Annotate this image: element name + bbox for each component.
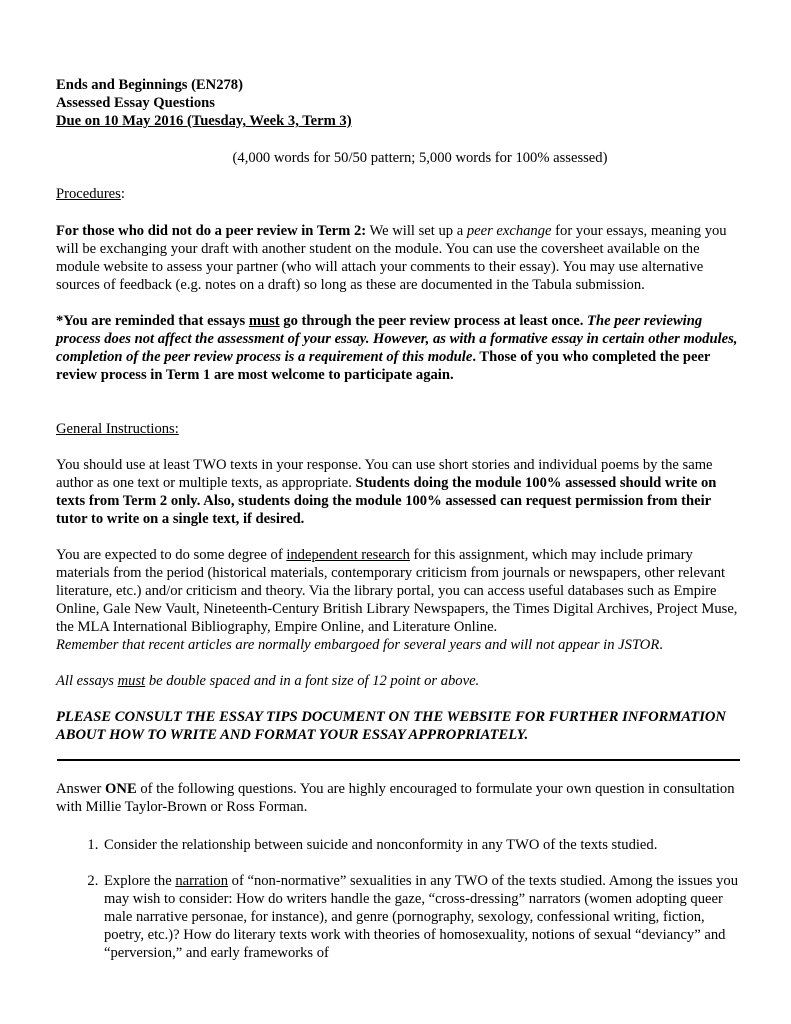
word-count-note: (4,000 words for 50/50 pattern; 5,000 words for 100% assessed)	[232, 150, 608, 166]
reminder-text-3: . Those of you who completed the peer review process in Term 1 are most welcome to participate again.	[56, 349, 711, 383]
module-title: Ends and Beginnings (EN278)	[56, 77, 243, 93]
formatting-text-1: All essays	[56, 673, 118, 689]
answer-instructions	[56, 780, 740, 816]
procedures-heading-colon: :	[120, 186, 125, 202]
answer-text-2: of the following questions. You are highly encouraged to formulate your own question in consultation with Millie Taylor-Brown or Ross Forman.	[56, 781, 735, 815]
question-list	[56, 836, 740, 962]
question-item	[102, 836, 740, 854]
procedures-heading-text: Procedures	[56, 186, 121, 202]
formatting-text-2: be double spaced and in a font size of 12 point or above.	[145, 673, 480, 689]
section-divider	[57, 759, 740, 761]
question-2-text-2: of “non-normative” sexualities in any TWO of the texts studied. Among the issues you may wish to consider: How do writers handle the gaze, “cross-dressing” narrators (women adopting queer male narrative personae, for instance), and genre (pornography, sexology, confessional writing, fiction, poetry, etc.)? How do literary texts work with theories of homosexuality, notions of sexual “deviancy” and “perversion,” and early frameworks of	[104, 873, 739, 961]
reminder-must: must	[248, 313, 280, 329]
document-header	[56, 76, 740, 130]
document-subtitle: Assessed Essay Questions	[56, 95, 215, 111]
question-2-narration: narration	[175, 873, 229, 889]
general-instructions-heading: General Instructions:	[56, 421, 179, 437]
reminder-text-2: go through the peer review process at least once.	[279, 313, 584, 329]
texts-text-1: You should use at least TWO texts in your response. You can use short stories and individual poems by the same author as one text or multiple texts, as appropriate.	[56, 457, 713, 491]
peer-exchange-text-1: We will set up a	[366, 223, 467, 239]
peer-review-reminder	[56, 312, 740, 384]
formatting-must: must	[117, 673, 146, 689]
question-1-text: Consider the relationship between suicide and nonconformity in any TWO of the texts studied.	[104, 837, 658, 853]
answer-one: ONE	[105, 781, 137, 797]
research-underlined: independent research	[286, 547, 410, 563]
peer-exchange-term: peer exchange	[466, 223, 552, 239]
formatting-note	[56, 672, 740, 690]
research-paragraph	[56, 546, 740, 654]
reminder-text-1: *You are reminded that essays	[56, 313, 249, 329]
question-item	[102, 872, 740, 962]
research-text-2: for this assignment, which may include primary materials from the period (historical materials, contemporary criticism from journals or newspapers, other relevant literature, etc.) and/or criticism and theory. Via the library portal, you can access useful databases such as Empire Online, Gale New Vault, Nineteenth-Century British Library Newspapers, the Times Digital Archives, Project Muse, the MLA International Bibliography, Empire Online, and Literature Online.	[56, 547, 738, 635]
research-text-3: .	[659, 637, 663, 653]
peer-exchange-text-2: for your essays, meaning you will be exchanging your draft with another student on the module. You can use the coversheet available on the module website to assess your partner (who will attach your comments to their essay). You may use alternative sources of feedback (e.g. notes on a draft) so long as these are documented in the Tabula submission.	[56, 223, 727, 293]
due-date: Due on 10 May 2016 (Tuesday, Week 3, Term 3)	[56, 113, 352, 129]
answer-text-1: Answer	[56, 781, 106, 797]
peer-exchange-paragraph	[56, 222, 740, 294]
reminder-italic-text: The peer reviewing process does not affect the assessment of your essay. However, as with a formative essay in certain other modules, completion of the peer review process is a requirement of this module	[56, 313, 738, 365]
essay-tips-notice: PLEASE CONSULT THE ESSAY TIPS DOCUMENT ON THE WEBSITE FOR FURTHER INFORMATION ABOUT HOW TO WRITE AND FORMAT YOUR ESSAY APPROPRIATELY.	[56, 709, 726, 743]
research-italic-note: Remember that recent articles are normally embargoed for several years and will not appear in JSTOR	[56, 637, 660, 653]
document-page	[56, 76, 740, 962]
texts-paragraph	[56, 456, 740, 528]
procedures-heading	[56, 185, 740, 203]
question-2-text-1: Explore the	[104, 873, 176, 889]
peer-exchange-lead: For those who did not do a peer review in Term 2:	[56, 223, 367, 239]
research-text-1: You are expected to do some degree of	[56, 547, 287, 563]
texts-bold-note: Students doing the module 100% assessed should write on texts from Term 2 only. Also, students doing the module 100% assessed can request permission from their tutor to write on a single text, if desired.	[56, 475, 717, 527]
